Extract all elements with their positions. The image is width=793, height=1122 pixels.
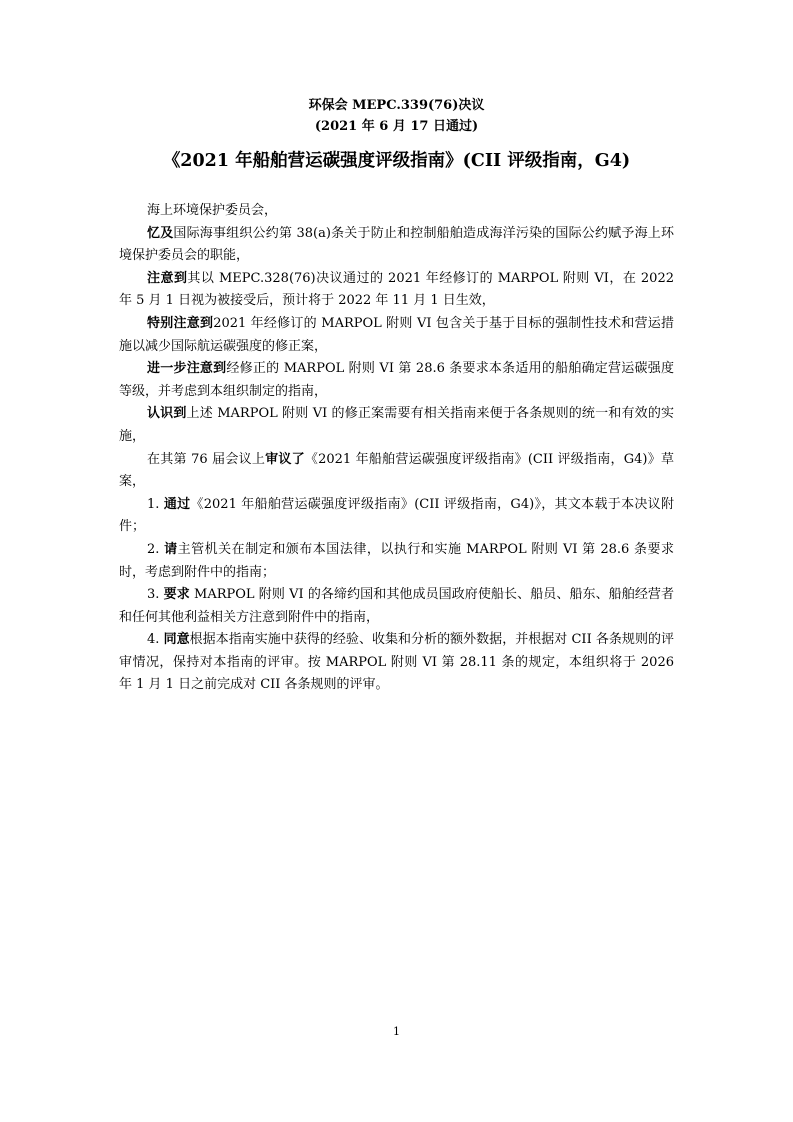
paragraph-prefix: 在其第 76 届会议上 [147, 451, 266, 467]
paragraph-text: 国际海事组织公约第 38(a)条关于防止和控制船舶造成海洋污染的国际公约赋予海上环境保护委员会的职能， [119, 225, 674, 264]
paragraph-recalling [119, 223, 674, 268]
paragraph-keyword: 忆及 [147, 225, 174, 241]
adoption-date: (2021 年 6 月 17 日通过) [314, 119, 479, 134]
document-body [119, 200, 674, 697]
paragraph-keyword: 特别注意到 [147, 315, 214, 331]
paragraph-text: 根据本指南实施中获得的经验、收集和分析的额外数据，并根据对 CII 各条规则的评审情况，保持对本指南的评审。按 MARPOL 附则 VI 第 28.11 条的规定，本组织将于 2026 年 1 月 1 日之前完成对 CII 各条规则的评审。 [119, 632, 674, 693]
operative-paragraph-3 [119, 584, 674, 629]
paragraph-noting-in-particular [119, 313, 674, 358]
paragraph-noting-further [119, 358, 674, 403]
document-title: 《2021 年船舶营运碳强度评级指南》(CII 评级指南，G4) [162, 151, 631, 171]
paragraph-keyword: 请 [164, 541, 178, 557]
paragraph-having-considered [119, 449, 674, 494]
resolution-number: 环保会 MEPC.339(76)决议 [308, 98, 485, 113]
paragraph-recognizing [119, 403, 674, 448]
paragraph-keyword: 认识到 [147, 406, 187, 422]
paragraph-text: 主管机关在制定和颁布本国法律，以执行和实施 MARPOL 附则 VI 第 28.6 条要求时，考虑到附件中的指南； [119, 541, 674, 580]
paragraph-keyword: 审议了 [265, 451, 305, 467]
paragraph-text: 其以 MEPC.328(76)决议通过的 2021 年经修订的 MARPOL 附则 VI，在 2022 年 5 月 1 日视为被接受后，预计将于 2022 年 11 月 1 日生效， [119, 270, 674, 309]
paragraph-keyword: 通过 [163, 496, 191, 512]
paragraph-keyword: 注意到 [147, 270, 188, 286]
paragraph-number: 3. [147, 587, 164, 603]
paragraph-committee [119, 200, 674, 223]
paragraph-text: MARPOL 附则 VI 的各缔约国和其他成员国政府使船长、船员、船东、船舶经营者和任何其他利益相关方注意到附件中的指南， [119, 587, 674, 625]
operative-paragraph-1 [119, 494, 674, 539]
page-number: 1 [393, 1025, 400, 1038]
paragraph-keyword: 进一步注意到 [147, 361, 227, 377]
paragraph-text: 《2021 年船舶营运碳强度评级指南》(CII 评级指南，G4)》，其文本载于本决议附件； [119, 496, 674, 535]
paragraph-number: 1. [147, 496, 164, 512]
paragraph-text: 上述 MARPOL 附则 VI 的修正案需要有相关指南来便于各条规则的统一和有效的实施， [119, 406, 674, 444]
paragraph-keyword: 同意 [163, 632, 190, 648]
paragraph-noting [119, 268, 674, 313]
paragraph-number: 2. [147, 541, 165, 557]
paragraph-text: 2021 年经修订的 MARPOL 附则 VI 包含关于基于目标的强制性技术和营运措施以减少国际航运碳强度的修正案， [119, 315, 674, 354]
paragraph-text: 经修正的 MARPOL 附则 VI 第 28.6 条要求本条适用的船舶确定营运碳强度等级，并考虑到本组织制定的指南， [119, 361, 674, 399]
paragraph-text: 海上环境保护委员会， [147, 203, 278, 218]
paragraph-number: 4. [147, 632, 164, 648]
operative-paragraph-4 [119, 629, 674, 697]
paragraph-text: 《2021 年船舶营运碳强度评级指南》(CII 评级指南，G4)》草案， [119, 451, 674, 490]
paragraph-keyword: 要求 [163, 587, 190, 603]
operative-paragraph-2 [119, 539, 674, 584]
